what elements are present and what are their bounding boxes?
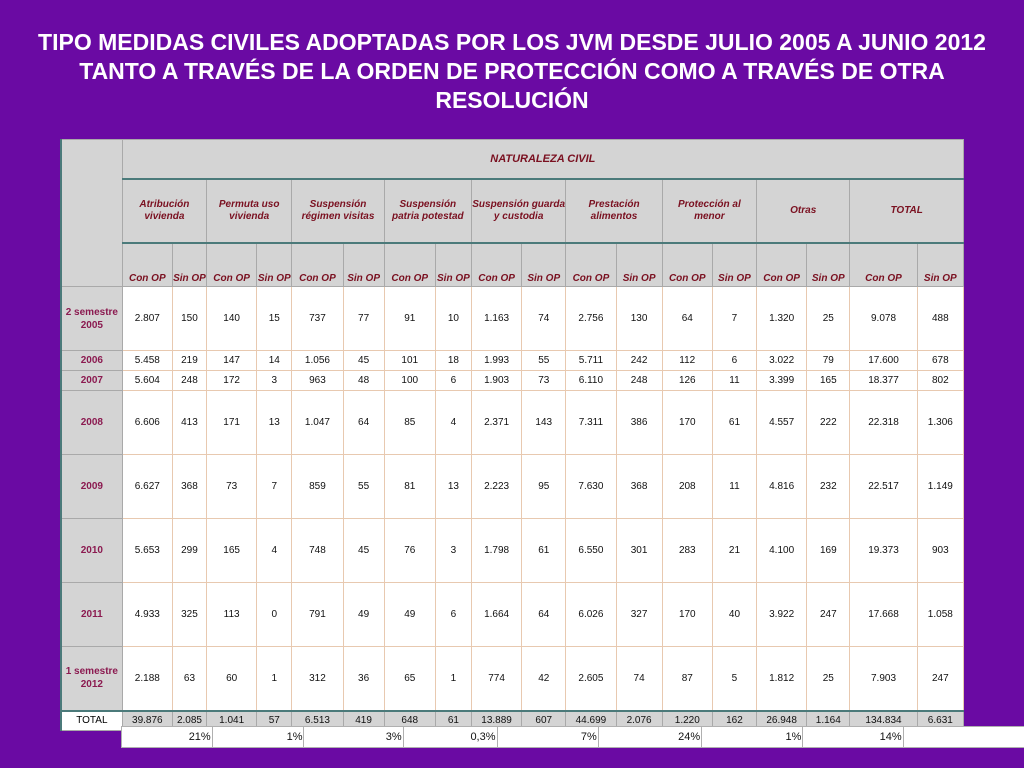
table-cell: 11 xyxy=(712,455,756,519)
table-row xyxy=(61,391,964,455)
table-cell: 903 xyxy=(917,519,963,583)
table-cell: 172 xyxy=(207,371,257,391)
table-cell: 42 xyxy=(522,647,566,711)
sub-header: Sin OP xyxy=(257,243,292,287)
table-cell: 13 xyxy=(257,391,292,455)
table-cell: 219 xyxy=(172,351,206,371)
table-cell: 6 xyxy=(712,351,756,371)
table-cell: 7.311 xyxy=(566,391,616,455)
table-cell: 64 xyxy=(522,583,566,647)
table-cell: 386 xyxy=(616,391,662,455)
row-label: 1 semestre 2012 xyxy=(61,647,122,711)
row-label: 2007 xyxy=(61,371,122,391)
civil-measures-table xyxy=(60,139,964,731)
table-cell: 1.903 xyxy=(471,371,521,391)
table-cell: 2.223 xyxy=(471,455,521,519)
table-cell: 14 xyxy=(257,351,292,371)
table-cell: 61 xyxy=(522,519,566,583)
table-cell: 74 xyxy=(522,287,566,351)
table-cell: 6.606 xyxy=(122,391,172,455)
sub-header: Con OP xyxy=(662,243,712,287)
table-cell: 4.557 xyxy=(757,391,807,455)
table-cell: 208 xyxy=(662,455,712,519)
table-cell: 312 xyxy=(292,647,343,711)
percentage-cell: 0,3% xyxy=(403,727,497,748)
table-cell: 325 xyxy=(172,583,206,647)
table-cell: 101 xyxy=(384,351,435,371)
table-cell: 76 xyxy=(384,519,435,583)
percentage-cell: 1% xyxy=(702,727,803,748)
table-cell: 143 xyxy=(522,391,566,455)
table-cell: 6.110 xyxy=(566,371,616,391)
table-cell: 17.600 xyxy=(850,351,917,371)
table-cell: 18.377 xyxy=(850,371,917,391)
total-cell: 61 xyxy=(435,711,471,731)
table-cell: 55 xyxy=(522,351,566,371)
table-cell: 4 xyxy=(435,391,471,455)
table-cell: 1.320 xyxy=(757,287,807,351)
table-cell: 6.550 xyxy=(566,519,616,583)
table-cell: 327 xyxy=(616,583,662,647)
table-cell: 64 xyxy=(343,391,384,455)
table-cell: 11 xyxy=(712,371,756,391)
table-cell: 2.756 xyxy=(566,287,616,351)
table-cell: 126 xyxy=(662,371,712,391)
table-cell: 413 xyxy=(172,391,206,455)
sub-header: Con OP xyxy=(566,243,616,287)
table-cell: 737 xyxy=(292,287,343,351)
table-cell: 77 xyxy=(343,287,384,351)
table-cell: 283 xyxy=(662,519,712,583)
total-cell: 2.076 xyxy=(616,711,662,731)
table-cell: 488 xyxy=(917,287,963,351)
table-cell: 1 xyxy=(435,647,471,711)
table-cell: 1.047 xyxy=(292,391,343,455)
total-cell: 44.699 xyxy=(566,711,616,731)
table-cell: 170 xyxy=(662,391,712,455)
table-cell: 36 xyxy=(343,647,384,711)
table-cell: 2.605 xyxy=(566,647,616,711)
table-cell: 748 xyxy=(292,519,343,583)
table-cell: 7 xyxy=(712,287,756,351)
table-cell: 4 xyxy=(257,519,292,583)
table-cell: 140 xyxy=(207,287,257,351)
sub-header: Con OP xyxy=(384,243,435,287)
table-cell: 95 xyxy=(522,455,566,519)
table-cell: 299 xyxy=(172,519,206,583)
table-cell: 10 xyxy=(435,287,471,351)
sub-header: Con OP xyxy=(471,243,521,287)
row-label: 2009 xyxy=(61,455,122,519)
table-cell: 247 xyxy=(917,647,963,711)
table-cell: 45 xyxy=(343,519,384,583)
table-cell: 85 xyxy=(384,391,435,455)
table-cell: 48 xyxy=(343,371,384,391)
sub-header: Con OP xyxy=(850,243,917,287)
table-cell: 3 xyxy=(257,371,292,391)
total-cell: 13.889 xyxy=(471,711,521,731)
table-cell: 2.371 xyxy=(471,391,521,455)
table-cell: 73 xyxy=(522,371,566,391)
table-cell: 7.903 xyxy=(850,647,917,711)
sub-header: Con OP xyxy=(122,243,172,287)
total-cell: 607 xyxy=(522,711,566,731)
table-cell: 169 xyxy=(807,519,850,583)
sub-header: Con OP xyxy=(207,243,257,287)
total-cell: 1.041 xyxy=(207,711,257,731)
table-cell: 113 xyxy=(207,583,257,647)
group-header: TOTAL xyxy=(850,179,964,243)
table-cell: 17.668 xyxy=(850,583,917,647)
table-row xyxy=(61,455,964,519)
table-cell: 678 xyxy=(917,351,963,371)
row-label: 2008 xyxy=(61,391,122,455)
sub-header: Sin OP xyxy=(807,243,850,287)
table-cell: 2.807 xyxy=(122,287,172,351)
table-row xyxy=(61,351,964,371)
table-cell: 18 xyxy=(435,351,471,371)
table-cell: 232 xyxy=(807,455,850,519)
total-cell: 26.948 xyxy=(757,711,807,731)
table-cell: 45 xyxy=(343,351,384,371)
total-cell: 2.085 xyxy=(172,711,206,731)
table-cell: 248 xyxy=(616,371,662,391)
table-cell: 21 xyxy=(712,519,756,583)
table-cell: 170 xyxy=(662,583,712,647)
table-cell: 150 xyxy=(172,287,206,351)
sub-header: Sin OP xyxy=(435,243,471,287)
table-cell: 247 xyxy=(807,583,850,647)
total-label: TOTAL xyxy=(61,711,122,731)
table-row xyxy=(61,371,964,391)
table-row xyxy=(61,519,964,583)
naturaleza-civil-header: NATURALEZA CIVIL xyxy=(122,140,963,180)
percentage-cell: 24% xyxy=(598,727,701,748)
table-cell: 55 xyxy=(343,455,384,519)
table-cell: 25 xyxy=(807,647,850,711)
table-cell: 0 xyxy=(257,583,292,647)
table-cell: 22.318 xyxy=(850,391,917,455)
table-cell: 165 xyxy=(207,519,257,583)
table-cell: 6 xyxy=(435,583,471,647)
percentage-cell: 21% xyxy=(122,727,213,748)
table-cell: 15 xyxy=(257,287,292,351)
table-cell: 1.058 xyxy=(917,583,963,647)
total-cell: 419 xyxy=(343,711,384,731)
row-label: 2011 xyxy=(61,583,122,647)
table-cell: 368 xyxy=(616,455,662,519)
table-cell: 3.022 xyxy=(757,351,807,371)
group-header: Suspensión guarda y custodia xyxy=(471,179,565,243)
table-cell: 7.630 xyxy=(566,455,616,519)
group-header: Prestación alimentos xyxy=(566,179,662,243)
table-cell: 1.993 xyxy=(471,351,521,371)
table-cell: 9.078 xyxy=(850,287,917,351)
table-cell: 791 xyxy=(292,583,343,647)
table-cell: 7 xyxy=(257,455,292,519)
table-cell: 4.100 xyxy=(757,519,807,583)
table-cell: 64 xyxy=(662,287,712,351)
table-cell: 61 xyxy=(712,391,756,455)
table-cell: 25 xyxy=(807,287,850,351)
total-cell: 6.513 xyxy=(292,711,343,731)
table-cell: 165 xyxy=(807,371,850,391)
table-cell: 859 xyxy=(292,455,343,519)
table-cell: 242 xyxy=(616,351,662,371)
table-cell: 5.604 xyxy=(122,371,172,391)
table-cell: 774 xyxy=(471,647,521,711)
table-cell: 19.373 xyxy=(850,519,917,583)
total-cell: 648 xyxy=(384,711,435,731)
table-cell: 13 xyxy=(435,455,471,519)
sub-header: Sin OP xyxy=(712,243,756,287)
total-cell: 134.834 xyxy=(850,711,917,731)
percentage-cell: 14% xyxy=(803,727,903,748)
table-row xyxy=(61,647,964,711)
table-cell: 22.517 xyxy=(850,455,917,519)
table-cell: 4.816 xyxy=(757,455,807,519)
table-cell: 963 xyxy=(292,371,343,391)
percentages-row xyxy=(121,726,1024,748)
table-cell: 222 xyxy=(807,391,850,455)
sub-header: Sin OP xyxy=(616,243,662,287)
table-cell: 79 xyxy=(807,351,850,371)
table-row xyxy=(61,287,964,351)
table-cell: 49 xyxy=(343,583,384,647)
table-cell: 147 xyxy=(207,351,257,371)
group-header: Atribución vivienda xyxy=(122,179,206,243)
table-cell: 2.188 xyxy=(122,647,172,711)
slide-number: 22 xyxy=(981,727,1001,746)
group-header: Otras xyxy=(757,179,850,243)
table-cell: 91 xyxy=(384,287,435,351)
table-cell: 73 xyxy=(207,455,257,519)
table-cell: 74 xyxy=(616,647,662,711)
table-cell: 65 xyxy=(384,647,435,711)
table-cell: 40 xyxy=(712,583,756,647)
total-cell: 39.876 xyxy=(122,711,172,731)
slide-title: TIPO MEDIDAS CIVILES ADOPTADAS POR LOS JVM DESDE JULIO 2005 A JUNIO 2012 TANTO A TRAVÉS DE LA ORDEN DE PROTECCIÓN COMO A TRAVÉS DE OTRA RESOLUCIÓN xyxy=(38,29,986,113)
table-cell: 5 xyxy=(712,647,756,711)
sub-header: Sin OP xyxy=(917,243,963,287)
total-cell: 6.631 xyxy=(917,711,963,731)
table-cell: 87 xyxy=(662,647,712,711)
table-row xyxy=(61,583,964,647)
sub-header: Sin OP xyxy=(522,243,566,287)
total-cell: 57 xyxy=(257,711,292,731)
group-header: Suspensión régimen visitas xyxy=(292,179,384,243)
table-cell: 63 xyxy=(172,647,206,711)
table-cell: 3.399 xyxy=(757,371,807,391)
row-label: 2 semestre 2005 xyxy=(61,287,122,351)
table-cell: 81 xyxy=(384,455,435,519)
table-cell: 49 xyxy=(384,583,435,647)
table-cell: 112 xyxy=(662,351,712,371)
total-cell: 1.220 xyxy=(662,711,712,731)
table-cell: 1 xyxy=(257,647,292,711)
sub-header: Con OP xyxy=(757,243,807,287)
table-cell: 130 xyxy=(616,287,662,351)
group-header: Permuta uso vivienda xyxy=(207,179,292,243)
group-header: Suspensión patria potestad xyxy=(384,179,471,243)
table-cell: 171 xyxy=(207,391,257,455)
table-cell: 1.163 xyxy=(471,287,521,351)
group-header: Protección al menor xyxy=(662,179,756,243)
table-cell: 5.458 xyxy=(122,351,172,371)
row-label: 2010 xyxy=(61,519,122,583)
table-cell: 6.627 xyxy=(122,455,172,519)
percentage-cell: 1% xyxy=(212,727,304,748)
table-cell: 1.056 xyxy=(292,351,343,371)
table-cell: 60 xyxy=(207,647,257,711)
table-cell: 5.711 xyxy=(566,351,616,371)
table-cell: 6.026 xyxy=(566,583,616,647)
total-cell: 162 xyxy=(712,711,756,731)
row-label: 2006 xyxy=(61,351,122,371)
table-cell: 3.922 xyxy=(757,583,807,647)
table-cell: 248 xyxy=(172,371,206,391)
table-cell: 1.812 xyxy=(757,647,807,711)
table-cell: 100 xyxy=(384,371,435,391)
table-cell: 1.306 xyxy=(917,391,963,455)
percentage-cell: 7% xyxy=(497,727,598,748)
table-cell: 1.664 xyxy=(471,583,521,647)
table-cell: 368 xyxy=(172,455,206,519)
table-cell: 1.798 xyxy=(471,519,521,583)
total-cell: 1.164 xyxy=(807,711,850,731)
corner-cell xyxy=(61,140,122,287)
sub-header: Con OP xyxy=(292,243,343,287)
data-table xyxy=(60,139,964,731)
table-cell: 6 xyxy=(435,371,471,391)
table-cell: 5.653 xyxy=(122,519,172,583)
table-cell: 3 xyxy=(435,519,471,583)
sub-header: Sin OP xyxy=(343,243,384,287)
table-cell: 1.149 xyxy=(917,455,963,519)
table-cell: 4.933 xyxy=(122,583,172,647)
table-cell: 301 xyxy=(616,519,662,583)
sub-header: Sin OP xyxy=(172,243,206,287)
percentage-cell: 3% xyxy=(304,727,403,748)
table-cell: 802 xyxy=(917,371,963,391)
